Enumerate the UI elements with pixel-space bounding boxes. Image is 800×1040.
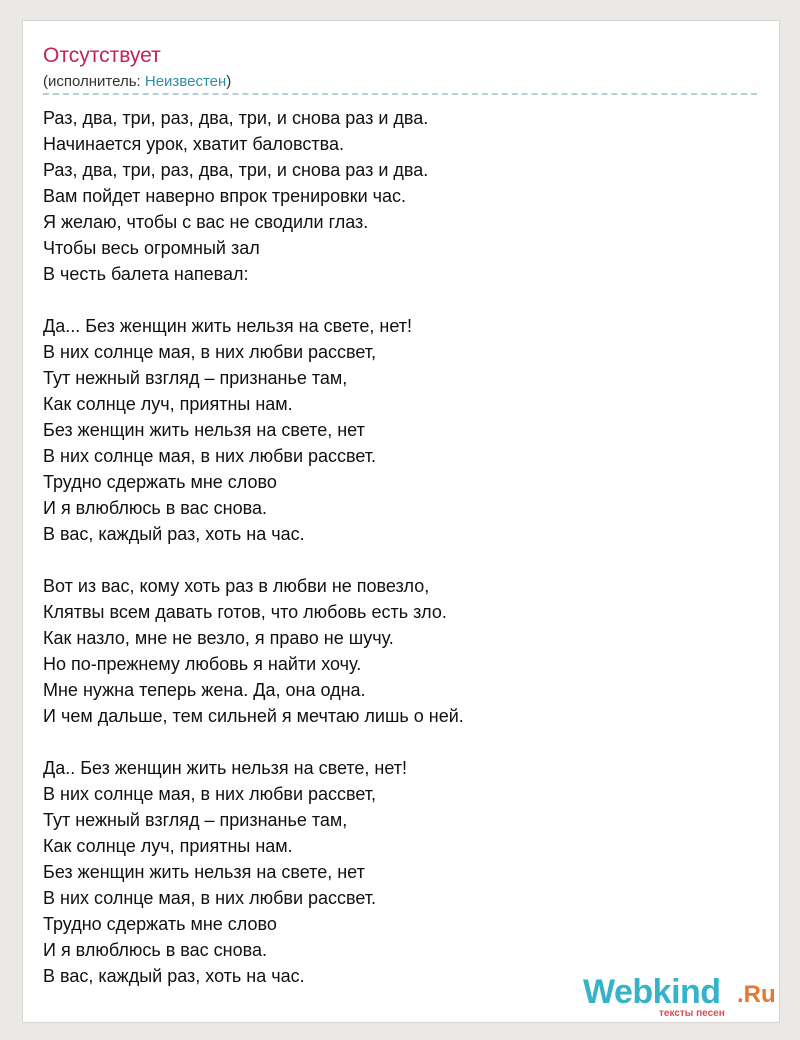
artist-suffix: ) (226, 73, 232, 90)
lyrics-line: Трудно сдержать мне слово (43, 472, 277, 492)
lyrics-line: Без женщин жить нельзя на свете, нет (43, 420, 365, 440)
lyrics-line: Да.. Без женщин жить нельзя на свете, нет! (43, 758, 408, 778)
lyrics-line: В них солнце мая, в них любви рассвет. (43, 446, 377, 466)
lyrics-line: Вот из вас, кому хоть раз в любви не повезло, (43, 576, 430, 596)
lyrics-line: В вас, каждый раз, хоть на час. (43, 524, 305, 544)
lyrics-line: Вам пойдет наверно впрок тренировки час. (43, 186, 407, 206)
artist-prefix: (исполнитель: (43, 73, 145, 90)
lyrics-line: Мне нужна теперь жена. Да, она одна. (43, 680, 366, 700)
lyrics-line: В вас, каждый раз, хоть на час. (43, 966, 305, 986)
logo-suffix-text: .Ru (737, 981, 776, 1008)
lyrics-stanza (43, 573, 757, 729)
lyrics-stanza (43, 313, 757, 547)
lyrics-line: Клятвы всем давать готов, что любовь есть зло. (43, 602, 447, 622)
lyrics-line: Да... Без женщин жить нельзя на свете, нет! (43, 316, 413, 336)
lyrics-line: И я влюблюсь в вас снова. (43, 498, 267, 518)
lyrics-line: Трудно сдержать мне слово (43, 914, 277, 934)
lyrics-line: Как солнце луч, приятны нам. (43, 836, 293, 856)
song-title: Отсутствует (43, 44, 161, 67)
lyrics-line: Как назло, мне не везло, я право не шучу. (43, 628, 394, 648)
lyrics-line: И чем дальше, тем сильней я мечтаю лишь о ней. (43, 706, 464, 726)
lyrics-line: В честь балета напевал: (43, 264, 249, 284)
lyrics-line: Но по-прежнему любовь я найти хочу. (43, 654, 362, 674)
artist-line (43, 72, 231, 92)
lyrics-line: Как солнце луч, приятны нам. (43, 394, 293, 414)
lyrics-line: Чтобы весь огромный зал (43, 238, 260, 258)
lyrics-line: Раз, два, три, раз, два, три, и снова раз и два. (43, 108, 429, 128)
lyrics-line: Тут нежный взгляд – признанье там, (43, 368, 348, 388)
lyrics-card (22, 20, 780, 1023)
lyrics-line: Раз, два, три, раз, два, три, и снова раз и два. (43, 160, 429, 180)
lyrics-line: Тут нежный взгляд – признанье там, (43, 810, 348, 830)
lyrics-line: В них солнце мая, в них любви рассвет. (43, 888, 377, 908)
logo-main-text: Webkind (583, 973, 721, 1011)
lyrics-line: В них солнце мая, в них любви рассвет, (43, 342, 377, 362)
lyrics-stanza (43, 755, 757, 989)
lyrics-line: Начинается урок, хватит баловства. (43, 134, 345, 154)
lyrics-line: Без женщин жить нельзя на свете, нет (43, 862, 365, 882)
lyrics-line: Я желаю, чтобы с вас не сводили глаз. (43, 212, 369, 232)
lyrics-line: И я влюблюсь в вас снова. (43, 940, 267, 960)
lyrics-line: В них солнце мая, в них любви рассвет, (43, 784, 377, 804)
logo-tagline: тексты песен (659, 1008, 725, 1019)
lyrics-body (43, 105, 757, 1015)
site-logo[interactable] (583, 972, 783, 1022)
lyrics-stanza (43, 105, 757, 287)
artist-link[interactable]: Неизвестен (144, 73, 227, 90)
dashed-divider (43, 93, 757, 95)
